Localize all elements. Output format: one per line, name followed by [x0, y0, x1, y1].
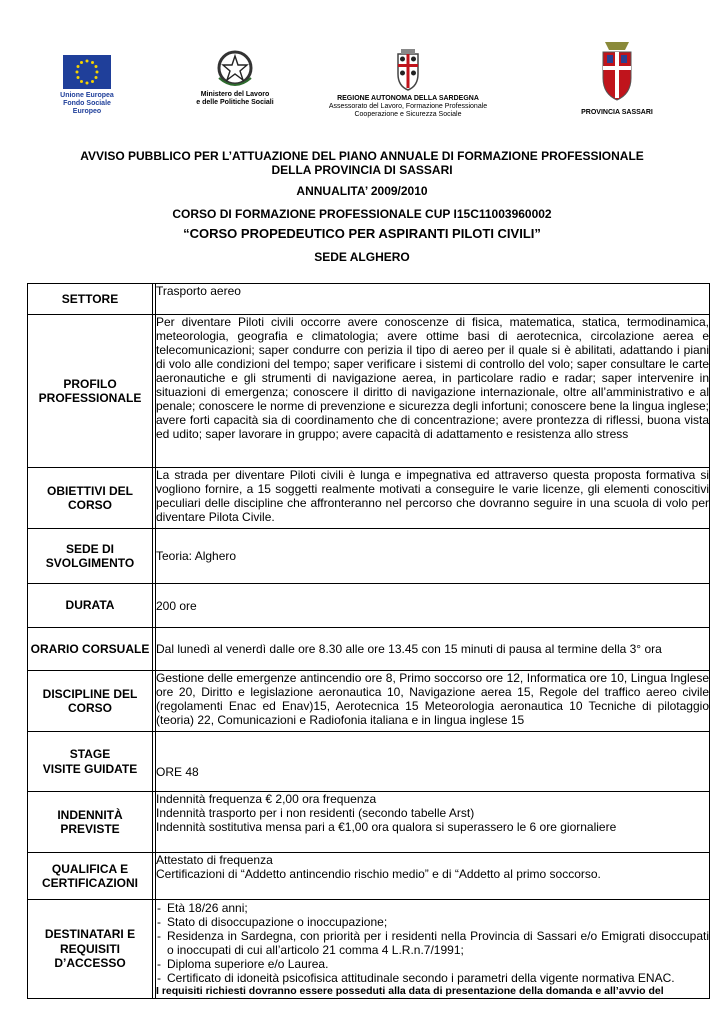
course-info-table — [27, 283, 710, 999]
provincia-logo — [572, 38, 662, 117]
destinatari-value — [156, 900, 710, 999]
row-stage — [28, 732, 710, 792]
obiettivi-value: La strada per diventare Piloti civili è lunga e impegnativa ed attraverso questa proposta formativa si vogliono fornire, a 15 soggetti realmente motivati a conseguire le varie licenze, gli elementi conoscitivi peculiari delle discipline che affronteranno nel percorso che dovranno seguire in una scuola di volo per diventare Pilota Civile. — [156, 468, 710, 529]
qualifica-line2: Certificazioni di “Addetto antincendio rischio medio” e di “Addetto al primo soccorso. — [156, 867, 601, 881]
row-destinatari — [28, 900, 710, 999]
row-qualifica — [28, 853, 710, 900]
ministero-caption-1: Ministero del Lavoro — [200, 91, 270, 98]
sardinia-coat-of-arms-icon — [387, 48, 429, 92]
eu-flag-icon — [63, 55, 111, 89]
italian-emblem-icon — [214, 48, 256, 88]
row-obiettivi — [28, 468, 710, 529]
indennita-line2: Indennità trasporto per i non residenti (secondo tabelle Arst) — [156, 806, 475, 820]
discipline-label: DISCIPLINE DEL CORSO — [28, 671, 153, 732]
stage-label-line1: STAGE — [69, 747, 111, 761]
cup-line: CORSO DI FORMAZIONE PROFESSIONALE CUP I15C11003960002 — [172, 207, 552, 221]
qualifica-value — [156, 853, 710, 900]
eu-logo — [52, 55, 122, 116]
row-profilo — [28, 315, 710, 468]
obiettivi-label: OBIETTIVI DEL CORSO — [28, 468, 153, 529]
notice-title-line1: AVVISO PUBBLICO PER L’ATTUAZIONE DEL PIANO ANNUALE DI FORMAZIONE PROFESSIONALE — [80, 149, 644, 163]
stage-label-line2: VISITE GUIDATE — [42, 761, 138, 776]
durata-value: 200 ore — [156, 584, 710, 628]
annualita: ANNUALITA’ 2009/2010 — [296, 184, 428, 198]
profilo-value: Per diventare Piloti civili occorre avere conoscenze di fisica, matematica, statica, termodinamica, meteorologia, geografia e climatologia; avere ottime basi di aerotecnica, circolazione aerea e telecomunicazioni; saper condurre con perizia il tipo di aereo per il quale si è abilitati, adattando i piani di volo alle condizioni del tempo; saper verificare i sistemi di controllo del volo; saper consultare le carte aeronautiche e gli strumenti di navigazione aerea, in particolare radio e radar; saper intervenire in situazioni di emergenza; conoscere il diritto di navigazione internazionale, oltre all’amministrativo e al penale; conoscere le norme di prevenzione e sicurezza degli infortuni; conoscere bene la lingua inglese; avere forti capacità sia di coordinamento che di concentrazione; avere prontezza di riflessi, buona vista ed udito; saper lavorare in gruppo; avere capacità di adattamento e resistenza allo stress — [156, 315, 710, 468]
indennita-line1: Indennità frequenza € 2,00 ora frequenza — [156, 792, 377, 806]
sede-title: SEDE ALGHERO — [314, 250, 410, 264]
regione-caption-3: Cooperazione e Sicurezza Sociale — [354, 111, 462, 118]
provincia-sassari-crest-icon — [595, 38, 639, 102]
settore-value: Trasporto aereo — [156, 284, 710, 315]
stage-label — [28, 732, 153, 792]
list-item: - Stato di disoccupazione o inoccupazione; — [156, 915, 709, 929]
qualifica-label: QUALIFICA E CERTIFICAZIONI — [28, 853, 153, 900]
destinatari-label: DESTINATARI E REQUISITI D’ACCESSO — [28, 900, 153, 999]
list-item: - Certificato di idoneità psicofisica attitudinale secondo i parametri della vigente normativa ENAC. — [156, 971, 709, 985]
row-orario — [28, 628, 710, 671]
regione-logo — [318, 48, 498, 119]
row-discipline — [28, 671, 710, 732]
requirements-list — [156, 901, 709, 985]
row-indennita — [28, 792, 710, 853]
provincia-caption: PROVINCIA SASSARI — [581, 109, 653, 116]
list-item: - Diploma superiore e/o Laurea. — [156, 957, 709, 971]
list-item: - Residenza in Sardegna, con priorità per i residenti nella Provincia di Sassari e/o Emigrati disoccupati o inoccupati di cui all’articolo 21 comma 4 L.R.n.7/1991; — [156, 929, 709, 957]
indennita-value — [156, 792, 710, 853]
indennita-label: INDENNITÀ PREVISTE — [28, 792, 153, 853]
course-title: “CORSO PROPEDEUTICO PER ASPIRANTI PILOTI CIVILI” — [183, 226, 541, 241]
list-item: - Età 18/26 anni; — [156, 901, 709, 915]
durata-label: DURATA — [28, 584, 153, 628]
profilo-label: PROFILO PROFESSIONALE — [28, 315, 153, 468]
settore-label: SETTORE — [28, 284, 153, 315]
requirements-note: I requisiti richiesti dovranno essere posseduti alla data di presentazione della domanda e all’avvio del — [156, 985, 664, 997]
eu-caption-2: Fondo Sociale Europeo — [63, 100, 111, 115]
row-durata — [28, 584, 710, 628]
regione-caption-2: Assessorato del Lavoro, Formazione Professionale — [328, 103, 488, 110]
ministero-logo — [180, 48, 290, 107]
sede-label: SEDE DI SVOLGIMENTO — [28, 529, 153, 584]
orario-value: Dal lunedì al venerdì dalle ore 8.30 alle ore 13.45 con 15 minuti di pausa al termine della 3° ora — [156, 628, 710, 671]
discipline-value: Gestione delle emergenze antincendio ore 8, Primo soccorso ore 12, Informatica ore 10, Lingua Inglese ore 20, Diritto e legislazione aeronautica 10, Navigazione aerea 15, Regole del traffico aereo civile (regolamenti Enac ed Enav)15, Aerotecnica 15 Meteorologia aeronautica 10 Tecniche di pilotaggio (teoria) 22, Comunicazioni e Radiofonia italiana e in lingua inglese 15 — [156, 671, 710, 732]
row-settore — [28, 284, 710, 315]
eu-caption-1: Unione Europea — [60, 92, 114, 99]
sede-value: Teoria: Alghero — [156, 529, 710, 584]
notice-title — [60, 149, 664, 177]
stage-value: ORE 48 — [156, 732, 710, 792]
notice-title-line2: DELLA PROVINCIA DI SASSARI — [271, 163, 453, 177]
row-sede — [28, 529, 710, 584]
orario-label: ORARIO CORSUALE — [28, 628, 153, 671]
qualifica-line1: Attestato di frequenza — [156, 853, 273, 867]
ministero-caption-2: e delle Politiche Sociali — [196, 99, 274, 106]
regione-caption-1: REGIONE AUTONOMA DELLA SARDEGNA — [337, 95, 479, 102]
indennita-line3: Indennità sostitutiva mensa pari a €1,00 ora qualora si superassero le 6 ore giornaliere — [156, 820, 617, 834]
